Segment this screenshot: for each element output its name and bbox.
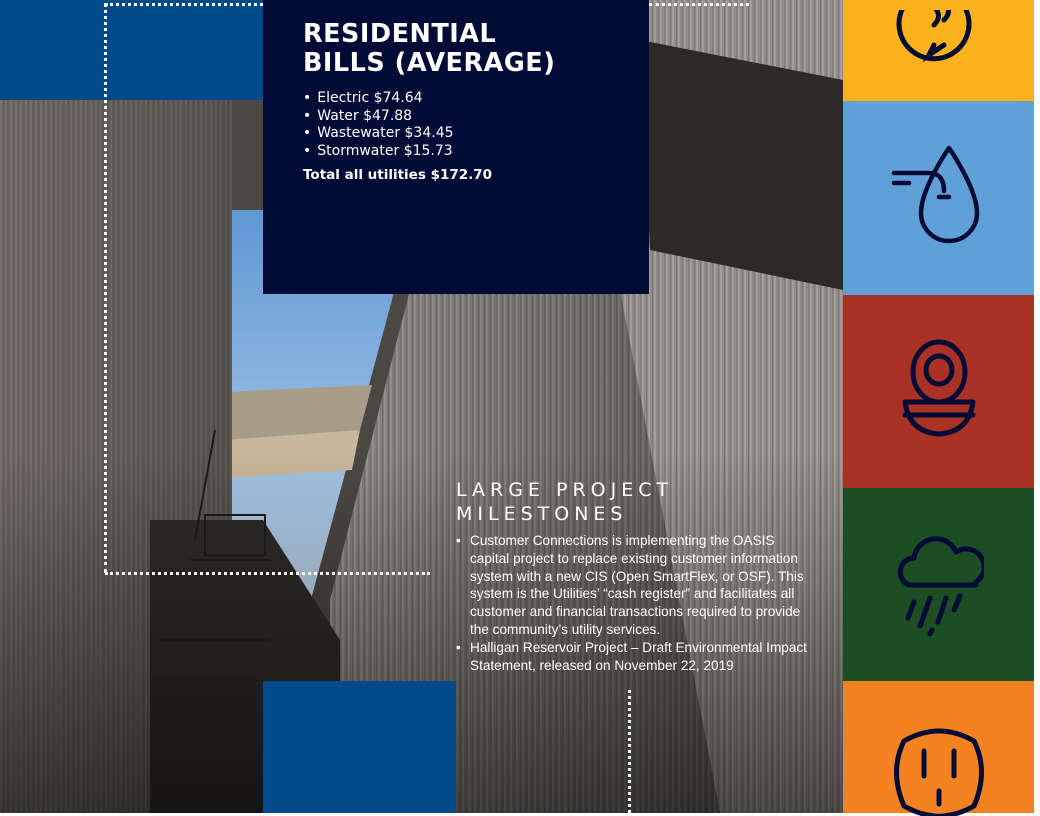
blue-block-top-left bbox=[0, 0, 263, 100]
toilet-icon bbox=[899, 337, 979, 447]
milestones-title-line-1: LARGE PROJECT bbox=[456, 479, 674, 501]
bill-list bbox=[303, 90, 629, 161]
milestones-title-line-2: MILESTONES bbox=[456, 503, 628, 525]
lightbulb-speech-icon bbox=[894, 10, 984, 70]
large-project-milestones bbox=[456, 478, 816, 674]
bill-item-stormwater: • Stormwater $15.73 bbox=[303, 143, 629, 161]
milestones-title bbox=[456, 478, 816, 526]
milestone-item-oasis: • Customer Connections is implementing the OASIS capital project to replace existing customer information system with a new CIS (Open SmartFlex, or OSF). This system is the Utilities’ “cash register” and facilitates all customer and financial transactions required to provide the community’s utility services. bbox=[456, 532, 816, 639]
residential-bills-card bbox=[263, 0, 649, 294]
bill-item-electric: • Electric $74.64 bbox=[303, 90, 629, 108]
strip-electric-outlet bbox=[843, 681, 1034, 813]
dotted-line-top-right bbox=[649, 3, 749, 6]
electric-outlet-icon bbox=[884, 726, 994, 816]
strip-electric bbox=[843, 0, 1034, 101]
bill-total: Total all utilities $172.70 bbox=[303, 166, 493, 183]
dotted-line-right-bottom bbox=[628, 690, 631, 813]
milestone-item-halligan: • Halligan Reservoir Project – Draft Environmental Impact Statement, released on November 22, 2019 bbox=[456, 639, 816, 675]
strip-water bbox=[843, 101, 1034, 295]
dotted-line-bottom bbox=[105, 572, 430, 575]
dotted-line-top bbox=[105, 3, 263, 6]
title-line-2: BILLS (AVERAGE) bbox=[303, 48, 556, 78]
strip-wastewater bbox=[843, 295, 1034, 488]
water-drop-icon bbox=[889, 143, 989, 253]
bill-item-water: • Water $47.88 bbox=[303, 108, 629, 126]
milestones-list bbox=[456, 532, 816, 674]
blue-block-bottom bbox=[263, 681, 456, 813]
strip-stormwater bbox=[843, 488, 1034, 681]
residential-bills-title bbox=[303, 20, 629, 78]
dotted-line-left bbox=[104, 3, 107, 573]
rain-cloud-icon bbox=[894, 530, 984, 640]
bill-item-wastewater: • Wastewater $34.45 bbox=[303, 125, 629, 143]
title-line-1: RESIDENTIAL bbox=[303, 19, 497, 49]
